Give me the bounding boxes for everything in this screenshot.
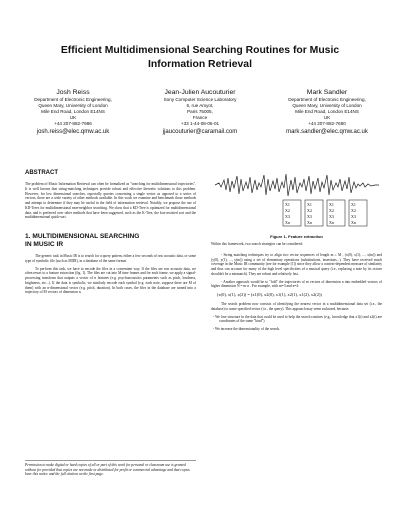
feature-label-xn: Xn: [307, 220, 312, 225]
feature-label-x3: X3: [351, 214, 356, 219]
embedding-formula: (x(0), x(1), x(2)) = (x1(0), x2(0), x1(1), x2(1), x1(2), x2(2)): [217, 292, 322, 297]
feature-label-x3: X3: [285, 214, 290, 219]
author-phone: +44 207-882-7680: [308, 120, 346, 126]
author-affiliation-line: Department of Electronic Engineering,: [34, 97, 112, 102]
feature-label-x3: X3: [329, 214, 334, 219]
author-1: [10, 88, 136, 136]
section-1-paragraph-1: The generic task in Music IR is to search for a query pattern, either a few seconds of raw acoustic data, or some type of symbolic file (such as MIDI), in a database of the same format.: [25, 254, 196, 263]
section-1-heading-line-1: 1. MULTIDIMENSIONAL SEARCHING: [25, 233, 140, 240]
feature-label-x3: X3: [307, 214, 312, 219]
folding-paragraph: - Another approach would be to "fold" the trajectories of m vectors of dimension n into embedded vectors of higher dimension N = m·n . For example, with m=3 and n=2:: [211, 279, 382, 289]
paper-title: [20, 44, 380, 71]
feature-label-x1: X1: [351, 202, 356, 207]
section-1-heading-line-2: IN MUSIC IR: [25, 241, 64, 248]
feature-label-xn: Xn: [285, 220, 290, 225]
left-column: [25, 170, 196, 298]
feature-label-x2: X2: [351, 208, 356, 213]
figure-caption: Figure 1- Feature extraction: [270, 234, 323, 239]
author-affiliation-line: Sony Computer Science Laboratory: [163, 97, 237, 102]
title-line-1: Efficient Multidimensional Searching Routines for Music: [60, 45, 340, 56]
author-affiliation-line: Queen Mary, University of London: [38, 102, 108, 108]
right-column: [211, 242, 382, 335]
search-problem-paragraph: The search problem now consists of identifying the nearest vector in a multidimensional data set (i.e., the database) to some specified vector (i.e., the query). This approach may seem awkward, because:: [211, 302, 382, 311]
author-affiliation-line: UK: [69, 114, 77, 120]
abstract-text: The problem of Music Information Retrieval can often be formalized as "searching for multidimensional trajectories". It is well known that string-matching techniques provide robust and effective theoretic solutions to this problem. However, for low dimensional searches, especially queries concerning a single vector as opposed to a series of vectors, there are a wide variety of other methods available. In this work we examine and benchmark those methods and attempt to determine if they may be useful in the field of information retrieval. Notably, we propose the use of KD-Trees for multidimensional near-neighbor searching. We show that a KD-Tree is optimized for multidimensional data, and is preferred over other methods that have been suggested, such as the K-Tree, the box-assisted sort and the multidimensional quick-sort.: [25, 182, 196, 220]
waveform: [215, 174, 379, 196]
feature-label-x1: X1: [329, 202, 334, 207]
drawback-bullet-2: - We increase the dimensionality of the search.: [213, 327, 281, 331]
author-phone: +44 207-882-7986: [54, 120, 92, 126]
feature-label-x2: X2: [329, 208, 334, 213]
feature-label-xn: Xn: [329, 220, 334, 225]
section-1-paragraph-2: To perform this task, we have to encode the files in a convenient way. If the files are raw acoustic data, we often resort to a feature extraction (fig. 1). The files are cut into M time frames and for each frame, we apply a signal-processing transform that outputs a vector of n features (e.g. psychoacoustics parameters such as pitch, loudness, brightness, etc...). If the data is symbolic, we similarly encode each symbol (e.g. each note, suppose there are M of them) with an n-dimensional vector (e.g. pitch, duration). In both cases, the files in the database are turned into a trajectory of M vectors of dimension n.: [25, 266, 196, 295]
right-intro: Within this framework, two search strategies can be considered:: [211, 242, 303, 246]
copyright-notice: Permission to make digital or hard copies of all or part of this work for personal or classroom use is granted without fee provided that copies are not made or distributed for profit or commercial advantage and that copies bear this notice and the full citation on the first page.: [25, 463, 190, 477]
string-matching-paragraph: - String matching techniques try to align two vector sequences of length m ≤ M , (x(0), x(1), ..., x(m)) and (y(0), y(1), ..., y(m)) using a set of elementary operations (substitutions, insertions...). They have received much coverage in the Music IR community (see for example [1]) since they allow a context-dependent measure of similarity and thus can account for many of the high level specificities of a musical query (i.e., replacing a note by its octave shouldn't be a mismatch). They are robust and relatively fast.: [211, 252, 382, 276]
author-phone: +33 1-44-08-05-01: [180, 120, 220, 126]
author-block: [10, 88, 390, 136]
author-affiliation-line: Mile End Road, London E14NS: [295, 108, 359, 114]
author-email[interactable]: jjaucouturier@caramail.com: [162, 128, 238, 135]
feature-label-xn: Xn: [351, 220, 356, 225]
copyright-divider: [25, 460, 196, 461]
author-3: [264, 88, 390, 136]
author-2: [137, 88, 263, 136]
author-affiliation-line: Queen Mary, University of London: [292, 102, 362, 108]
section-1-heading: [25, 233, 196, 249]
feature-label-x1: X1: [285, 202, 290, 207]
drawback-bullet-1: - We lose structure in the data that could be used to help the search routines (e.g., knowledge that x1(t) and x2(t) are coordinates of the same "kind").: [213, 314, 382, 324]
author-name: Mark Sandler: [306, 89, 348, 96]
feature-extraction-figure: [213, 170, 381, 232]
author-name: Josh Reiss: [56, 89, 90, 96]
feature-label-x2: X2: [307, 208, 312, 213]
author-affiliation-line: 6, rue Amyot,: [186, 102, 214, 108]
feature-label-x1: X1: [307, 202, 312, 207]
author-email[interactable]: josh.reiss@elec.qmw.ac.uk: [36, 128, 110, 135]
abstract-heading: ABSTRACT: [25, 170, 58, 176]
author-email[interactable]: mark.sandler@elec.qmw.ac.uk: [286, 128, 368, 135]
author-name: Jean-Julien Aucouturier: [164, 89, 236, 96]
feature-label-x2: X2: [285, 208, 290, 213]
title-line-2: Information Retrieval: [148, 58, 252, 70]
author-affiliation-line: Department of Electronic Engineering,: [288, 97, 366, 102]
author-affiliation-line: UK: [323, 114, 331, 120]
author-affiliation-line: France: [192, 114, 208, 120]
author-affiliation-line: Mile End Road, London E14NS: [41, 108, 105, 114]
author-affiliation-line: Paris 75005,: [187, 108, 213, 114]
